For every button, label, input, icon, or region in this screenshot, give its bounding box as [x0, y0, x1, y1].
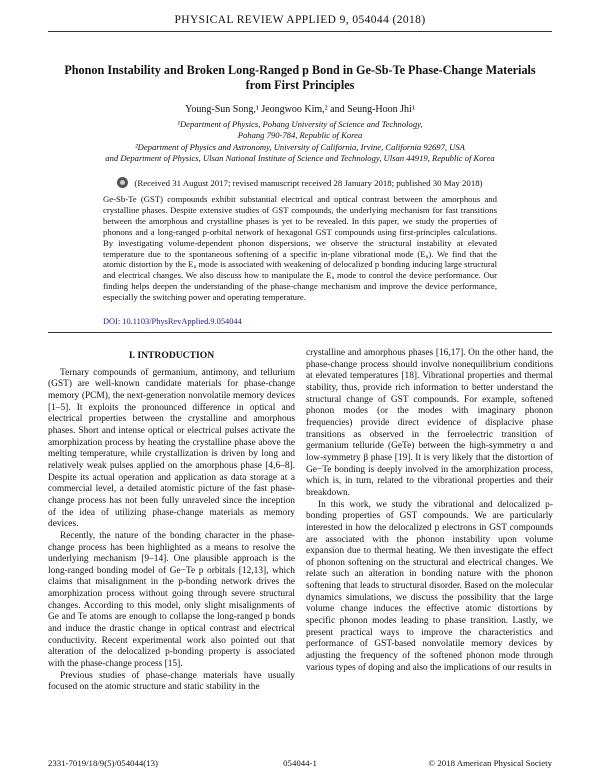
author-list: Young-Sun Song,¹ Jeongwoo Kim,² and Seung-Hoon Jhi¹ — [185, 104, 415, 115]
received-text: (Received 31 August 2017; revised manuscript received 28 January 2018; published 30 May 2018) — [134, 178, 483, 188]
header-rule — [48, 31, 552, 32]
received-dates — [0, 177, 600, 188]
affiliation-line-4: and Department of Physics, Ulsan National Institute of Science and Technology, Ulsan 44919, Republic of Korea — [105, 153, 495, 163]
affiliation-line-2: Pohang 790-784, Republic of Korea — [237, 130, 363, 140]
section-heading: I. INTRODUCTION — [128, 350, 215, 361]
doi-link[interactable]: DOI: 10.1103/PhysRevApplied.9.054044 — [103, 317, 242, 326]
left-column — [48, 350, 295, 694]
footer-copyright: © 2018 American Physical Society — [428, 758, 552, 768]
doi — [103, 317, 242, 326]
intro-paragraph-1: Ternary compounds of germanium, antimony, and tellurium (GST) are well-known candidate materials for phase-change memory (PCM), the next-generation nonvolatile memory devices [1–5]. It exploits the pronounced difference in optical and electrical properties between the crystalline and amorphous phases. Short and intense optical or electrical pulses activate the amorphization process by heating the crystalline phase above the melting temperature, while crystallization is driven by long and relatively weak pulses applied on the amorphous phase [4,6–8]. Despite its actual operation and application as data storage at a commercial level, a detailed atomistic picture of the fast phase-change process has not been fully unraveled since the inception of the idea of utilizing phase-change materials as memory devices. — [48, 367, 295, 530]
affiliation-line-3: ²Department of Physics and Astronomy, University of California, Irvine, California 92697, USA — [135, 142, 465, 152]
paper-title: Phonon Instability and Broken Long-Ranged p Bond in Ge-Sb-Te Phase-Change Materials from First Principles — [64, 63, 536, 92]
intro-paragraph-2: Recently, the nature of the bonding character in the phase-change process has been highlighted as a means to resolve the underlying mechanism [9–14]. One plausible approach is the long-ranged bonding model of Ge−Te p orbitals [12,13], which claims that misalignment in the p-bonding network drives the amorphization process without going through severe structural changes. According to this model, only slight misalignments of Ge and Te atoms are enough to collapse the long-ranged p bonds and induce the drastic change in optical contrast and electrical conductivity. Recent experimental work also pointed out that alteration of the delocalized p-bonding property is associated with the phase-change process [15]. — [48, 530, 295, 670]
intro-paragraph-4: crystalline and amorphous phases [16,17]. On the other hand, the phase-change process should involve nonequilibrium conditions at elevated temperatures [18]. Vibrational properties and thermal stability, thus, provide rich information to better understand the structural change of GST compounds. For example, softened phonon modes (or the modes with imaginary phonon frequencies) provide direct evidence of displacive phase transitions as observed in the ferroelectric transition of germanium telluride (GeTe) between the high-symmetry α and low-symmetry β phase [19]. It is very likely that the distortion of Ge−Te bonding is deeply involved in the amorphization process, which is, in turn, related to the vibrational properties and their breakdown. — [306, 348, 553, 498]
intro-paragraph-5: In this work, we study the vibrational and delocalized p-bonding properties of GST compounds. We are particularly interested in how the delocalized p electrons in GST compounds are associated with the phonon instability upon volume expansion due to thermal heating. We then investigate the effect of phonon softening on the structural and electrical changes. We relate such an alteration in bonding nature with the phonon softening that leads to structural disorder. Based on the molecular dynamics simulations, we discuss the possibility that the large volume change induces the effective atomic distortions by specific phonon modes leading to phase transition. Lastly, we present practical ways to improve the characteristics and performance of GST-based nonvolatile memory devices by adjusting the frequency of the softened phonon mode through various types of doping and also the implications of our results in — [306, 499, 553, 673]
footer-page-number: 054044-1 — [283, 758, 317, 768]
abstract: Ge-Sb-Te (GST) compounds exhibit substantial electrical and optical contrast between the amorphous and crystalline phases. Despite extensive studies of GST compounds, the underlying mechanism for fast transitions between the amorphous and crystalline phases is yet to be revealed. In this paper, we study the properties of phonons and a long-ranged p-orbital network of hexagonal GST compounds using first-principles calculations. By investigating volume-dependent phonon dispersions, we observe the structural instability at elevated temperature due to the spontaneous softening of a specific in-plane vibrational mode (Eᵤ). We find that the atomic distortion by the Eᵤ mode is associated with weakening of delocalized p bonding inducing large structural and electrical changes. We also discuss how to manipulate the Eᵤ mode to control the device performance. Our finding helps deepen the understanding of the phase-change mechanism and improve the device performance, especially the switching power and operating temperature. — [103, 194, 497, 303]
abstract-rule — [48, 332, 552, 333]
running-header: PHYSICAL REVIEW APPLIED 9, 054044 (2018) — [174, 14, 426, 26]
crossmark-icon[interactable] — [117, 177, 128, 188]
affiliation-line-1: ¹Department of Physics, Pohang University of Science and Technology, — [177, 119, 423, 129]
intro-paragraph-3: Previous studies of phase-change materials have usually focused on the atomic structure and static stability in the — [48, 670, 295, 693]
right-column — [306, 348, 553, 674]
footer-article-code: 2331-7019/18/9(5)/054044(13) — [48, 758, 158, 768]
